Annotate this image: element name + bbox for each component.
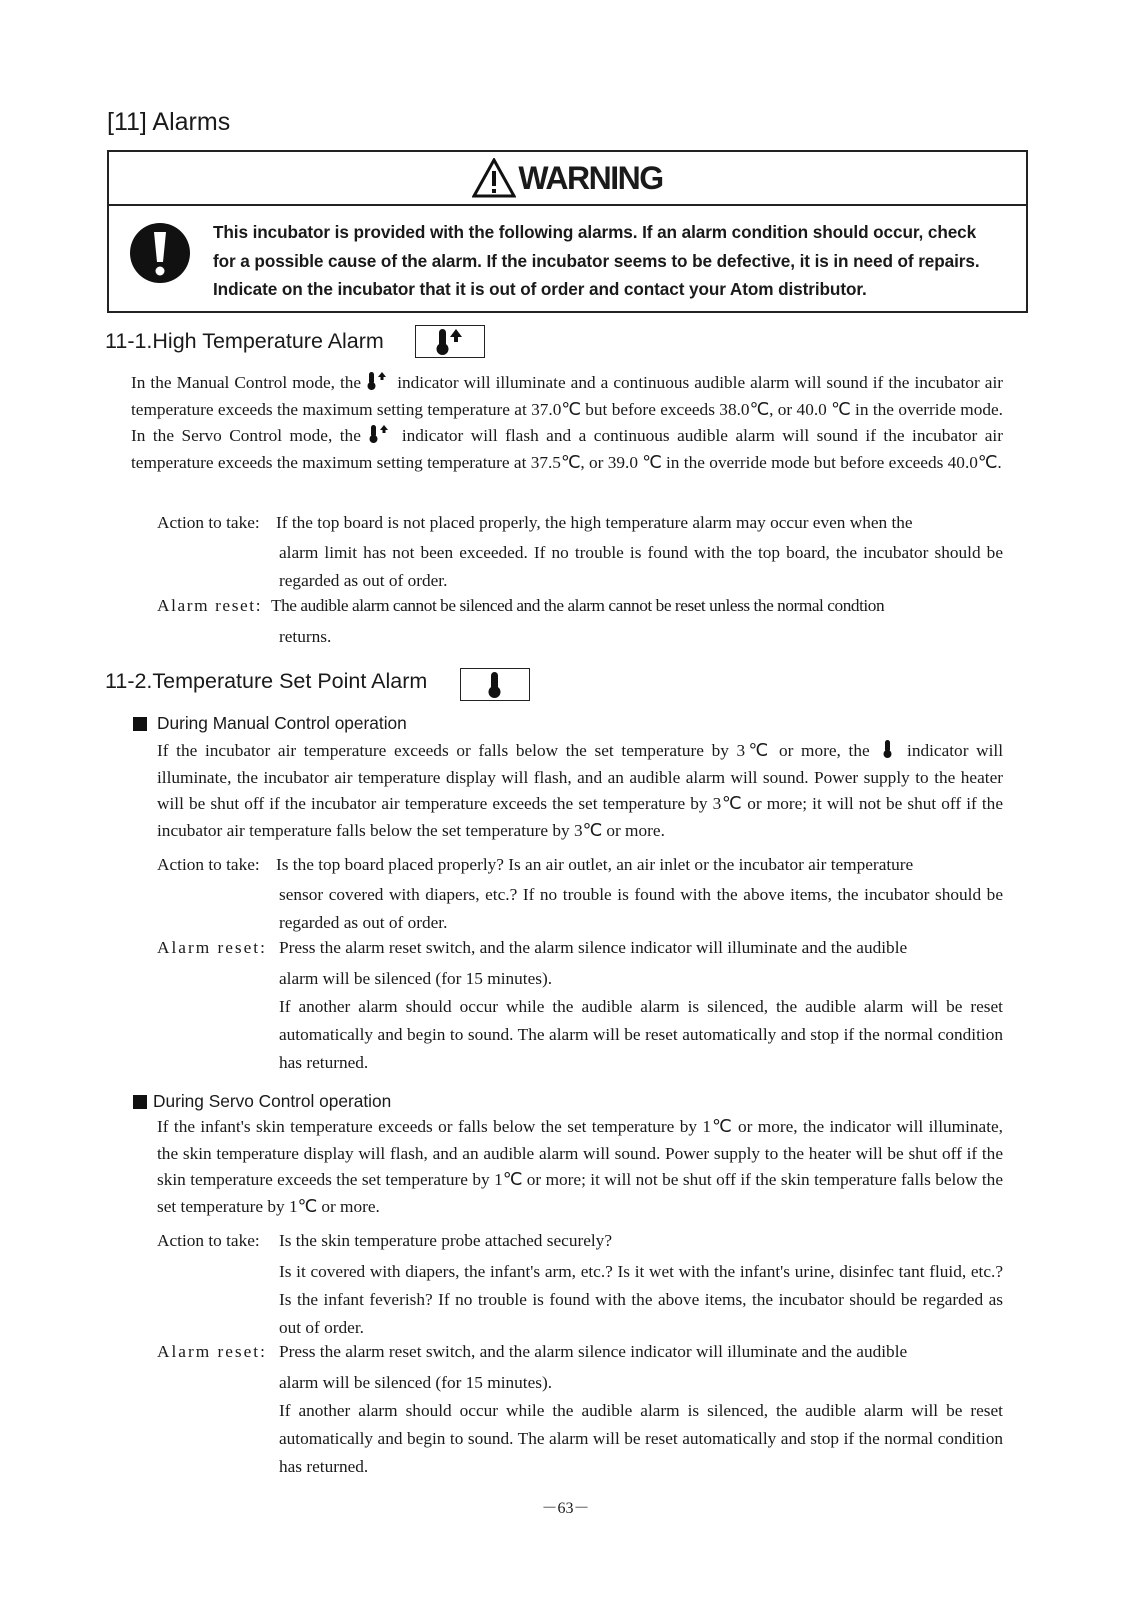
thermometer-icon: [485, 670, 505, 700]
action-label: Action to take:: [157, 855, 260, 874]
action-text: Is it covered with diapers, the infant's arm, etc.? Is it wet with the infant's urine, disinfec tant fluid, etc.? Is the infant feverish? If no trouble is found with the above items, the incubator should be regarded as out of order.: [279, 1262, 1003, 1337]
action-text-first: If the top board is not placed properly, the high temperature alarm may occur even when the: [276, 513, 913, 532]
action-text: alarm limit has not been exceeded. If no trouble is found with the top board, the incubator should be regarded as out of order.: [279, 543, 1003, 590]
action-label: Action to take:: [157, 1231, 260, 1250]
alarm-reset-extra: If another alarm should occur while the audible alarm is silenced, the audible alarm will be reset automatically and begin to sound. The alarm will be reset automatically and stop if the normal condition has returned.: [279, 997, 1003, 1072]
alarm-reset-text: alarm will be silenced (for 15 minutes).: [279, 969, 553, 988]
high-temperature-description: In the Manual Control mode, the indicator will illuminate and a continuous audible alarm will sound if the incubator air temperature exceeds the maximum setting temperature at 37.0℃ but before exceeds 38.0℃, or 40.0 ℃ in the override mode. In the Servo Control mode, the indicator will flash and a continuous audible alarm will sound if the incubator air temperature exceeds the maximum setting temperature at 37.5℃, or 39.0 ℃ in the override mode but before exceeds 40.0℃.: [131, 373, 1004, 472]
thermometer-up-icon: [366, 371, 392, 391]
warning-box: [107, 150, 1028, 313]
action-text: sensor covered with diapers, etc.? If no trouble is found with the above items, the incubator should be regarded as out of order.: [279, 885, 1003, 932]
action-text-first: Is the top board placed properly? Is an air outlet, an air inlet or the incubator air temperature: [276, 855, 914, 874]
page-number: －63－: [541, 1500, 590, 1517]
alarm-reset-text: alarm will be silenced (for 15 minutes).: [279, 1373, 553, 1392]
high-temperature-alarm-heading: 11-1.High Temperature Alarm: [105, 329, 384, 353]
manual-control-description: If the incubator air temperature exceeds or falls below the set temperature by 3℃ or more, the indicator will illuminate, the incubator air temperature display will flash, and an audible alarm will sound. Power supply to the heater will be shut off if the incubator air temperature exceeds the set temperature by 3℃ or more; it will not be shut off if the incubator air temperature falls below the set temperature by 3℃ or more.: [157, 741, 1004, 840]
alarm-reset-label: Alarm reset:: [157, 1342, 267, 1361]
servo-control-heading: During Servo Control operation: [133, 1091, 391, 1112]
warning-text: This incubator is provided with the following alarms. If an alarm condition should occur, check for a possible cause of the alarm. If the incubator seems to be defective, it is in need of repairs. Indicate on the incubator that it is out of order and contact your Atom distributor.: [213, 222, 980, 299]
thermometer-up-icon: [368, 424, 394, 444]
warning-triangle-icon: [472, 158, 516, 198]
manual-control-heading: During Manual Control operation: [133, 713, 407, 734]
warning-body: [109, 206, 1026, 313]
alarm-reset-text: returns.: [279, 627, 332, 646]
alarm-reset-extra: If another alarm should occur while the audible alarm is silenced, the audible alarm will be reset automatically and begin to sound. The alarm will be reset automatically and stop if the normal condition has returned.: [279, 1401, 1003, 1476]
thermometer-icon: [877, 739, 899, 759]
exclamation-circle-icon: [129, 222, 191, 284]
warning-header: [109, 152, 1026, 206]
thermometer-up-icon: [433, 327, 467, 357]
servo-control-description: If the infant's skin temperature exceeds or falls below the set temperature by 1℃ or more, the indicator will illuminate, the skin temperature display will flash, and an audible alarm will sound. Power supply to the heater will be shut off if the skin temperature exceeds the set temperature by 1℃ or more; it will not be shut off if the skin temperature falls below the set temperature by 1℃ or more.: [157, 1117, 1003, 1216]
alarm-reset-text-first: Press the alarm reset switch, and the alarm silence indicator will illuminate and the audible: [279, 1342, 908, 1361]
set-point-alarm-heading: 11-2.Temperature Set Point Alarm: [105, 669, 428, 693]
alarm-reset-text-first: The audible alarm cannot be silenced and the alarm cannot be reset unless the normal condtion: [271, 596, 885, 615]
bullet-square-icon: [133, 717, 147, 731]
bullet-square-icon: [133, 1095, 147, 1109]
action-label: Action to take:: [157, 513, 260, 532]
set-point-indicator-box: [460, 668, 530, 701]
alarm-reset-label: Alarm reset:: [157, 596, 263, 615]
action-text-first: Is the skin temperature probe attached securely?: [279, 1231, 612, 1250]
high-temperature-indicator-box: [415, 325, 485, 358]
section-title: [11] Alarms: [107, 108, 231, 136]
alarm-reset-text-first: Press the alarm reset switch, and the alarm silence indicator will illuminate and the audible: [279, 938, 908, 957]
warning-heading: WARNING: [518, 159, 663, 196]
alarm-reset-label: Alarm reset:: [157, 938, 267, 957]
